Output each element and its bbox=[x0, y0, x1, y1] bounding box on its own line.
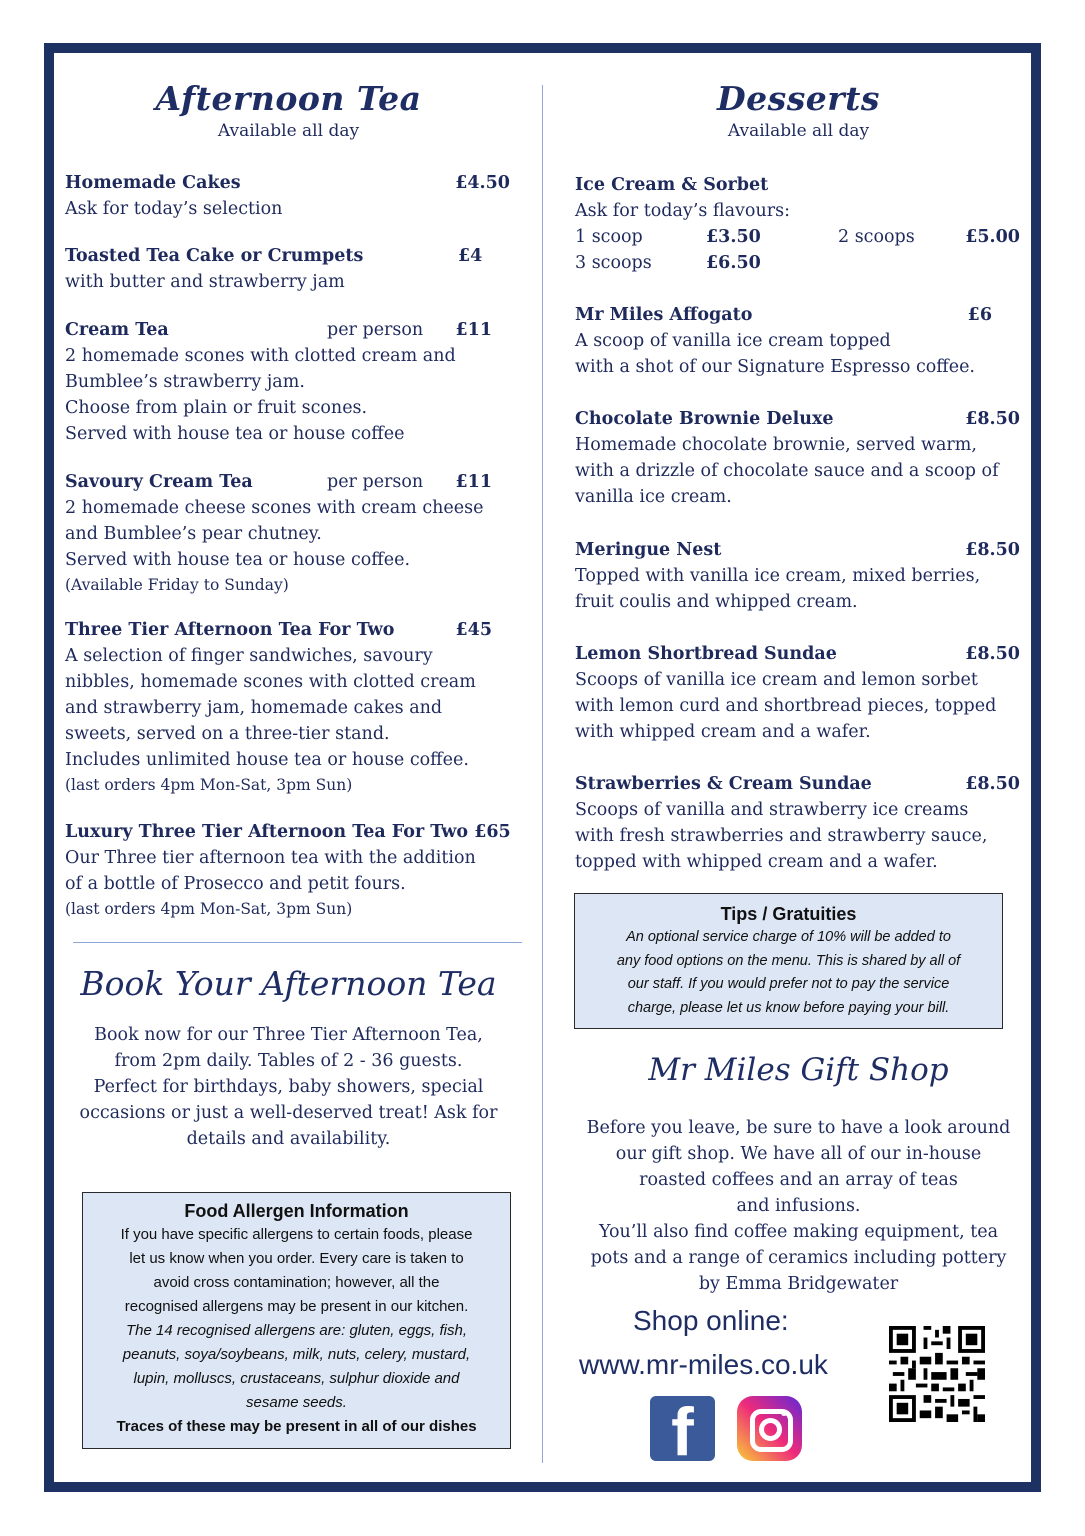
item-description: Ask for today’s selection bbox=[65, 199, 283, 219]
item-description: with lemon curd and shortbread pieces, topped bbox=[575, 696, 997, 716]
gift-line: our gift shop. We have all of our in-house bbox=[615, 1144, 982, 1164]
item-description: Choose from plain or fruit scones. bbox=[65, 398, 368, 418]
allergen-line: let us know when you order. Every care is taken to bbox=[129, 1250, 464, 1267]
menu-item bbox=[65, 170, 512, 222]
tips-line: any food options on the menu. This is shared by all of bbox=[616, 952, 961, 969]
item-description: Served with house tea or house coffee. bbox=[65, 550, 411, 570]
afternoon-tea-subtitle: Available all day bbox=[217, 121, 360, 141]
desserts-subtitle: Available all day bbox=[727, 121, 870, 141]
facebook-icon[interactable] bbox=[650, 1394, 715, 1470]
allergen-list-line: lupin, molluscs, crustaceans, sulphur dioxide and bbox=[133, 1370, 460, 1387]
item-note: (last orders 4pm Mon-Sat, 3pm Sun) bbox=[65, 900, 353, 918]
gift-shop-title: Mr Miles Gift Shop bbox=[648, 1052, 949, 1088]
menu-item bbox=[575, 172, 1022, 276]
desserts-section bbox=[575, 80, 1022, 142]
item-name: Mr Miles Affogato bbox=[575, 305, 753, 325]
item-price: £4 bbox=[458, 246, 483, 266]
instagram-lens bbox=[759, 1418, 782, 1441]
item-description: A scoop of vanilla ice cream topped bbox=[575, 331, 891, 351]
item-description: with a shot of our Signature Espresso coffee. bbox=[575, 357, 975, 377]
item-name: Lemon Shortbread Sundae bbox=[575, 644, 837, 664]
item-description: with fresh strawberries and strawberry sauce, bbox=[575, 826, 988, 846]
menu-item bbox=[65, 819, 512, 921]
book-line: Perfect for birthdays, baby showers, special bbox=[93, 1077, 484, 1097]
item-description: with a drizzle of chocolate sauce and a scoop of bbox=[575, 461, 999, 481]
item-note: (last orders 4pm Mon-Sat, 3pm Sun) bbox=[65, 776, 353, 794]
gift-shop-text bbox=[575, 1115, 1022, 1297]
menu-item bbox=[65, 469, 512, 597]
item-description: and strawberry jam, homemade cakes and bbox=[65, 698, 443, 718]
item-name: Homemade Cakes bbox=[65, 173, 241, 193]
item-price: £8.50 bbox=[965, 774, 1020, 794]
gift-line: pots and a range of ceramics including pottery bbox=[590, 1248, 1007, 1268]
item-description: Includes unlimited house tea or house coffee. bbox=[65, 750, 469, 770]
allergen-info-box bbox=[82, 1192, 511, 1449]
afternoon-tea-title: Afternoon Tea bbox=[155, 79, 422, 118]
item-note: (Available Friday to Sunday) bbox=[65, 576, 289, 594]
gift-line: by Emma Bridgewater bbox=[698, 1274, 899, 1294]
item-per-person: per person bbox=[327, 320, 424, 340]
gift-line: You’ll also find coffee making equipment, tea bbox=[598, 1222, 999, 1242]
menu-item bbox=[65, 617, 512, 797]
scoop-label: 2 scoops bbox=[838, 227, 915, 247]
item-name: Strawberries & Cream Sundae bbox=[575, 774, 872, 794]
book-line: from 2pm daily. Tables of 2 - 36 guests. bbox=[114, 1051, 463, 1071]
gift-line: roasted coffees and an array of teas bbox=[639, 1170, 958, 1190]
menu-item bbox=[575, 641, 1022, 745]
item-name: Meringue Nest bbox=[575, 540, 722, 560]
shop-online-label: Shop online: bbox=[633, 1305, 789, 1336]
item-price: £8.50 bbox=[965, 540, 1020, 560]
item-name: Three Tier Afternoon Tea For Two bbox=[65, 620, 395, 640]
item-description: with whipped cream and a wafer. bbox=[575, 722, 871, 742]
allergen-list-line: sesame seeds. bbox=[246, 1394, 347, 1411]
gift-line: Before you leave, be sure to have a look around bbox=[586, 1118, 1011, 1138]
item-description: topped with whipped cream and a wafer. bbox=[575, 852, 938, 872]
item-price: £4.50 bbox=[455, 173, 510, 193]
scoop-label: 3 scoops bbox=[575, 253, 652, 273]
desserts-title: Desserts bbox=[717, 79, 880, 118]
tips-line: charge, please let us know before paying your bill. bbox=[627, 999, 950, 1016]
item-description: nibbles, homemade scones with clotted cream bbox=[65, 672, 476, 692]
tips-box bbox=[574, 893, 1003, 1029]
item-description: Homemade chocolate brownie, served warm, bbox=[575, 435, 977, 455]
item-description: fruit coulis and whipped cream. bbox=[575, 592, 858, 612]
allergen-line: avoid cross contamination; however, all the bbox=[153, 1274, 440, 1291]
menu-item bbox=[575, 302, 1022, 380]
tips-title: Tips / Gratuities bbox=[720, 904, 857, 924]
item-price: £8.50 bbox=[965, 644, 1020, 664]
item-price: £11 bbox=[455, 320, 492, 340]
allergen-line: If you have specific allergens to certain foods, please bbox=[120, 1226, 473, 1243]
allergen-footer: Traces of these may be present in all of our dishes bbox=[116, 1418, 477, 1435]
book-title: Book Your Afternoon Tea bbox=[80, 964, 497, 1003]
menu-item bbox=[575, 537, 1022, 615]
scoop-price-grid bbox=[575, 224, 1022, 276]
item-price: £45 bbox=[455, 620, 492, 640]
allergen-title: Food Allergen Information bbox=[184, 1201, 409, 1221]
item-per-person: per person bbox=[327, 472, 424, 492]
item-description: vanilla ice cream. bbox=[575, 487, 732, 507]
facebook-glyph: f bbox=[671, 1394, 694, 1470]
qr-code-icon[interactable] bbox=[887, 1326, 987, 1422]
menu-item bbox=[65, 317, 512, 447]
item-description: Topped with vanilla ice cream, mixed berries, bbox=[575, 566, 981, 586]
scoop-price: £3.50 bbox=[706, 227, 761, 247]
item-description: Served with house tea or house coffee bbox=[65, 424, 405, 444]
item-name: Toasted Tea Cake or Crumpets bbox=[65, 246, 364, 266]
scoop-price: £5.00 bbox=[965, 227, 1020, 247]
menu-item bbox=[575, 406, 1022, 510]
item-description: A selection of finger sandwiches, savoury bbox=[65, 646, 433, 666]
column-divider bbox=[542, 85, 543, 1463]
scoop-price: £6.50 bbox=[706, 253, 761, 273]
instagram-icon[interactable] bbox=[737, 1396, 802, 1461]
item-price: £6 bbox=[967, 305, 992, 325]
item-name: Luxury Three Tier Afternoon Tea For Two £65 bbox=[65, 822, 511, 842]
item-description: Bumblee’s strawberry jam. bbox=[65, 372, 305, 392]
item-name: Savoury Cream Tea bbox=[65, 472, 253, 492]
item-price: £8.50 bbox=[965, 409, 1020, 429]
item-description: Ask for today’s flavours: bbox=[575, 201, 790, 221]
book-line: occasions or just a well-deserved treat! Ask for bbox=[79, 1103, 498, 1123]
tips-line: An optional service charge of 10% will be added to bbox=[626, 929, 951, 945]
allergen-line: recognised allergens may be present in our kitchen. bbox=[124, 1298, 469, 1315]
book-line: Book now for our Three Tier Afternoon Tea, bbox=[94, 1025, 483, 1045]
allergen-list-line: The 14 recognised allergens are: gluten, eggs, fish, bbox=[125, 1322, 468, 1339]
afternoon-tea-section bbox=[65, 80, 512, 142]
item-description: Our Three tier afternoon tea with the addition bbox=[65, 848, 476, 868]
item-description: sweets, served on a three-tier stand. bbox=[65, 724, 390, 744]
menu-item bbox=[65, 243, 512, 295]
tips-line: our staff. If you would prefer not to pay the service bbox=[627, 976, 950, 992]
section-divider bbox=[73, 942, 522, 943]
item-description: Scoops of vanilla ice cream and lemon sorbet bbox=[575, 670, 978, 690]
book-text bbox=[65, 1022, 512, 1152]
item-description: Scoops of vanilla and strawberry ice creams bbox=[575, 800, 969, 820]
book-line: details and availability. bbox=[186, 1129, 391, 1149]
scoop-label: 1 scoop bbox=[575, 227, 643, 247]
item-description: with butter and strawberry jam bbox=[65, 272, 345, 292]
item-name: Chocolate Brownie Deluxe bbox=[575, 409, 834, 429]
item-description: of a bottle of Prosecco and petit fours. bbox=[65, 874, 406, 894]
item-description: 2 homemade cheese scones with cream cheese bbox=[65, 498, 484, 518]
item-price: £11 bbox=[455, 472, 492, 492]
instagram-dot bbox=[781, 1410, 787, 1416]
menu-item bbox=[575, 771, 1022, 875]
allergen-list-line: peanuts, soya/soybeans, milk, nuts, celery, mustard, bbox=[122, 1346, 471, 1363]
item-name: Ice Cream & Sorbet bbox=[575, 175, 769, 195]
gift-line: and infusions. bbox=[736, 1196, 861, 1216]
item-description: and Bumblee’s pear chutney. bbox=[65, 524, 322, 544]
item-description: 2 homemade scones with clotted cream and bbox=[65, 346, 456, 366]
shop-url-link[interactable]: www.mr-miles.co.uk bbox=[579, 1349, 828, 1380]
item-name: Cream Tea bbox=[65, 320, 169, 340]
